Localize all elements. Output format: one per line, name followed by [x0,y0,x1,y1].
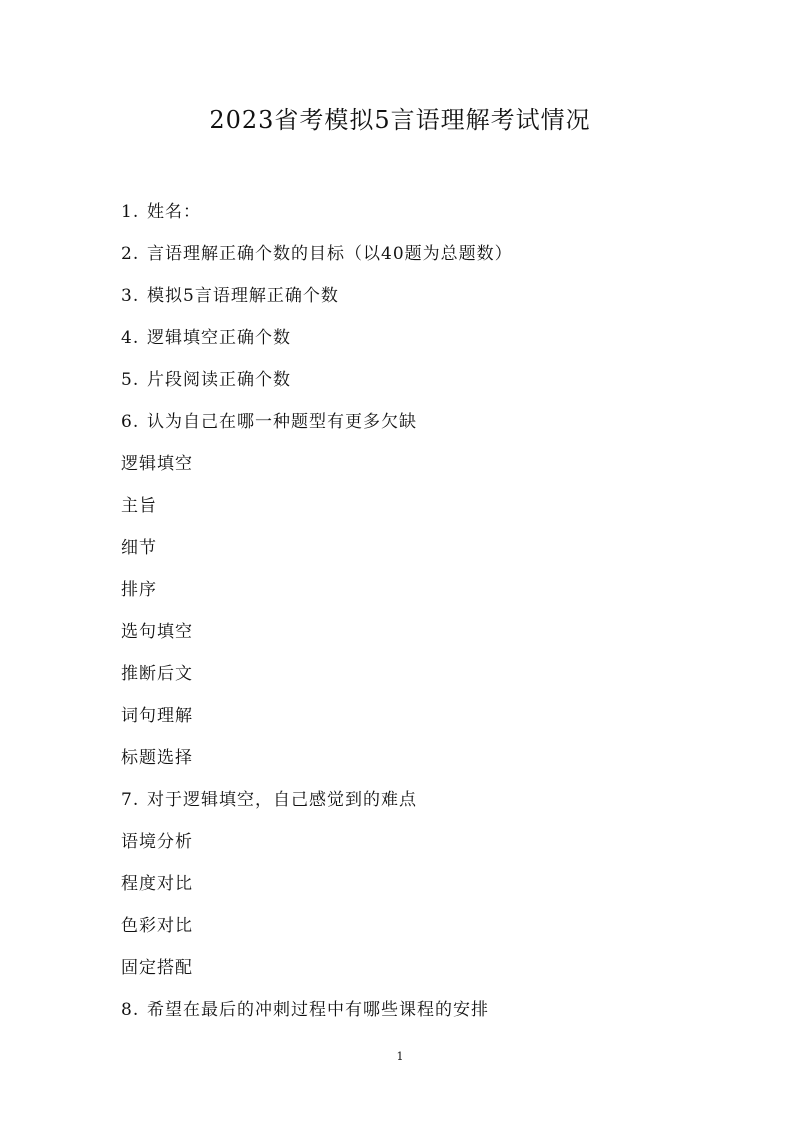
option-item [121,578,157,602]
option-text: 固定搭配 [121,958,193,978]
document-title: 2023省考模拟5言语理解考试情况 [209,106,591,134]
option-item [121,536,157,560]
question-text: 模拟5言语理解正确个数 [147,286,339,306]
question-2 [121,242,513,266]
option-text: 程度对比 [121,874,193,894]
question-text: 姓名： [147,202,201,222]
option-text: 色彩对比 [121,916,193,936]
question-3 [121,284,339,308]
option-item [121,620,193,644]
option-text: 语境分析 [121,832,193,852]
option-item [121,872,193,896]
option-text: 选句填空 [121,622,193,642]
question-number: 6. [121,412,140,432]
option-text: 推断后文 [121,664,193,684]
question-number: 7. [121,790,140,810]
option-item [121,704,193,728]
question-7 [121,788,417,812]
question-number: 2. [121,244,140,264]
question-number: 3. [121,286,140,306]
question-number: 8. [121,1000,140,1020]
question-1 [121,200,201,224]
question-text: 逻辑填空正确个数 [147,328,291,348]
question-text: 言语理解正确个数的目标（以40题为总题数） [147,244,513,264]
option-text: 主旨 [121,496,157,516]
question-number: 4. [121,328,140,348]
option-item [121,494,157,518]
option-text: 标题选择 [121,748,193,768]
question-4 [121,326,291,350]
question-text: 希望在最后的冲刺过程中有哪些课程的安排 [147,1000,489,1020]
page-number: 1 [396,1050,404,1063]
option-item [121,662,193,686]
option-text: 细节 [121,538,157,558]
question-number: 1. [121,202,140,222]
question-6 [121,410,417,434]
option-text: 词句理解 [121,706,193,726]
question-8 [121,998,489,1022]
question-number: 5. [121,370,140,390]
option-item [121,746,193,770]
option-item [121,956,193,980]
question-text: 对于逻辑填空，自己感觉到的难点 [147,790,417,810]
option-item [121,914,193,938]
option-item [121,452,193,476]
option-item [121,830,193,854]
question-text: 片段阅读正确个数 [147,370,291,390]
option-text: 逻辑填空 [121,454,193,474]
question-5 [121,368,291,392]
question-text: 认为自己在哪一种题型有更多欠缺 [147,412,417,432]
option-text: 排序 [121,580,157,600]
